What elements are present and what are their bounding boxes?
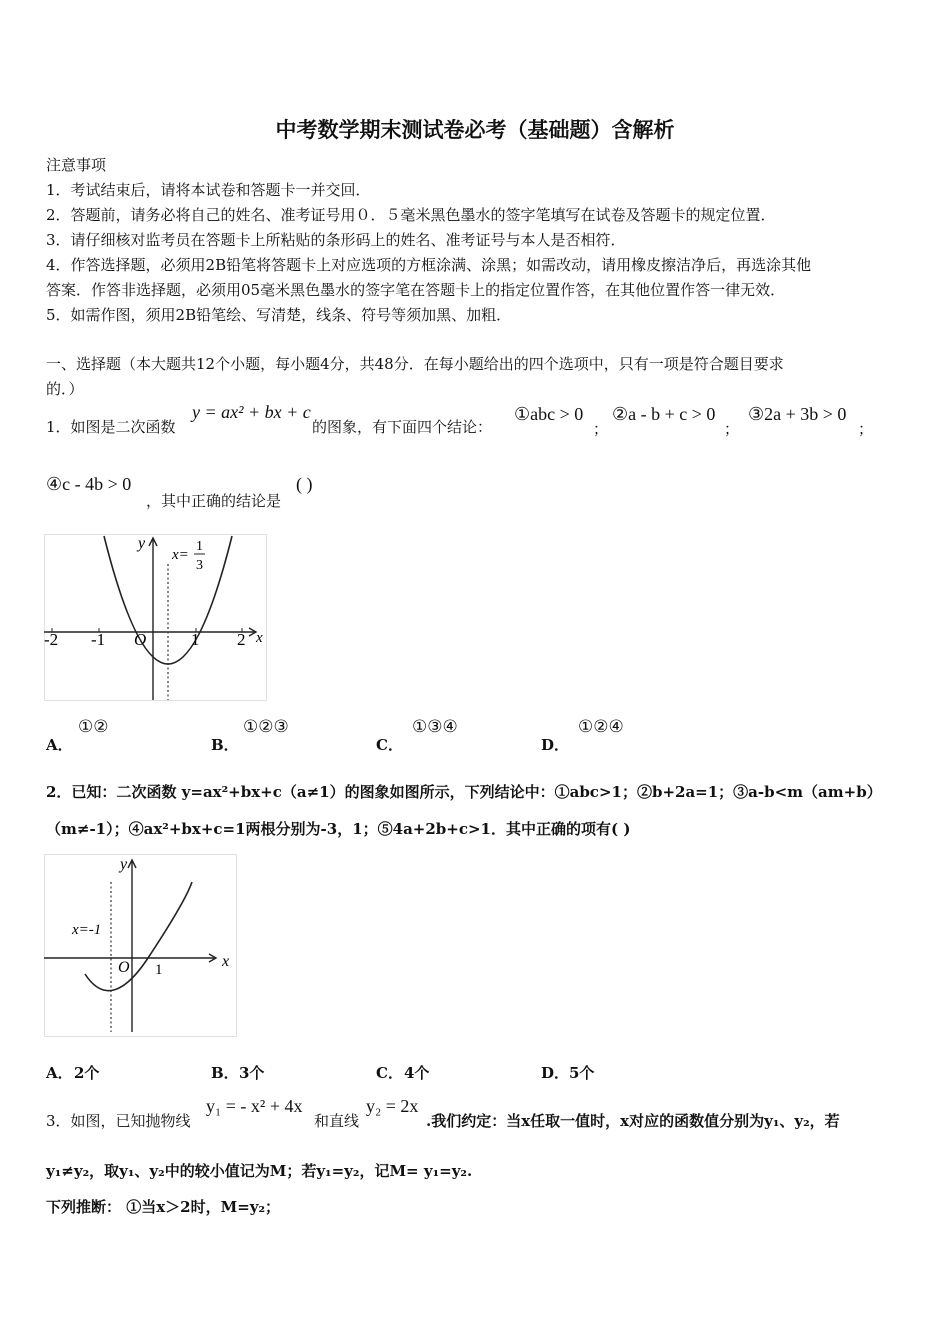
q1-conclusion-2: ②a - b + c > 0 [612,404,716,424]
q3-line-eq: y₂ = 2x [366,1096,419,1116]
q1-function: y = ax² + bx + c [192,402,311,422]
q1-conclusion-3: ③2a + 3b > 0 [748,404,847,424]
notice-heading: 注意事项 [46,156,107,174]
q1-option-b-value[interactable]: ①②③ [243,717,289,736]
section-heading: 一、选择题（本大题共12个小题，每小题4分，共48分．在每小题给出的四个选项中，只有一项是符合题目要求 [46,355,784,373]
q2-option-c-label[interactable]: C． [376,1064,403,1082]
q1-option-c-label[interactable]: C． [376,736,403,754]
frac-numerator: 1 [196,539,203,554]
notice-item: 4．作答选择题，必须用2B铅笔将答题卡上对应选项的方框涂满、涂黑；如需改动，请用橡皮擦洁净后，再选涂其他 [46,256,812,274]
x-axis-label: x [222,953,230,970]
q3-mid: 和直线 [314,1112,360,1130]
q1-mid: 的图象，有下面四个结论： [312,418,493,436]
q1-option-c-value[interactable]: ①③④ [412,717,458,736]
q1-option-b-label[interactable]: B． [211,736,239,754]
q1-sep: ； [593,420,609,438]
notice-item: 2．答题前，请务必将自己的姓名、准考证号用０．５毫米黑色墨水的签字笔填写在试卷及答题卡的规定位置． [46,206,776,224]
q1-conclusion-1: ①abc > 0 [514,404,584,424]
tick-label: 2 [237,630,246,649]
origin-label: O [118,959,130,976]
graph-frame [45,855,237,1037]
q1-graph [44,534,268,702]
origin-label: O [134,630,147,649]
frac-denominator: 3 [196,558,203,573]
q2-option-a-label[interactable]: A． [46,1064,73,1082]
q2-option-d-label[interactable]: D． [541,1064,570,1082]
notice-item: 1．考试结束后，请将本试卷和答题卡一并交回． [46,181,371,199]
q3-line2: y₁≠y₂，取y₁、y₂中的较小值记为M；若y₁=y₂，记M= y₁=y₂. [46,1162,473,1180]
q2-option-d-value[interactable]: 5个 [569,1064,595,1082]
symmetry-line-label: x=-1 [72,922,102,938]
symmetry-line-label: x= [172,547,189,563]
q1-sep: ； [724,420,740,438]
notice-item: 3．请仔细核对监考员在答题卡上所粘贴的条形码上的姓名、准考证号与本人是否相符． [46,231,626,249]
tick-label: 1 [191,630,200,649]
q1-tail: ，其中正确的结论是 [146,492,282,510]
q2-option-b-label[interactable]: B． [211,1064,239,1082]
q3-line3: 下列推断： ①当x＞2时，M=y₂； [46,1198,281,1216]
tick-label: -1 [91,630,106,649]
y-axis-label: y [120,856,128,873]
section-heading-cont: 的．） [46,380,84,398]
graph-frame [45,535,267,701]
q1-conclusion-4: ④c - 4b > 0 [46,474,132,494]
notice-item: 5．如需作图，须用2B铅笔绘、写清楚，线条、符号等须加黑、加粗． [46,306,512,324]
notice-item: 答案．作答非选择题，必须用05毫米黑色墨水的签字笔在答题卡上的指定位置作答，在其他位置作答一律无效． [46,281,786,299]
q1-sep: ； [858,420,874,438]
q1-option-d-label[interactable]: D． [541,736,570,754]
q2-stem-line1: 2．已知：二次函数 y=ax²+bx+c（a≠1）的图象如图所示，下列结论中：①abc>1；②b+2a=1；③a-b<m（am+b） [46,783,882,801]
page-title: 中考数学期末测试卷必考（基础题）含解析 [275,118,675,142]
q1-option-a-label[interactable]: A． [46,736,73,754]
q1-option-a-value[interactable]: ①② [78,717,109,736]
q1-option-d-value[interactable]: ①②④ [578,717,624,736]
y-axis-label: y [138,535,146,552]
q2-graph [44,854,238,1038]
q1-answer-paren: ( ) [296,474,313,494]
q2-option-c-value[interactable]: 4个 [404,1064,430,1082]
q3-parabola-eq: y₁ = - x² + 4x [206,1096,303,1116]
q2-option-a-value[interactable]: 2个 [74,1064,100,1082]
q1-prefix: 1．如图是二次函数 [46,418,176,436]
x-axis-label: x [256,630,263,646]
tick-label: -2 [44,630,59,649]
q3-tail: .我们约定：当x任取一值时，x对应的函数值分别为y₁、y₂，若 [426,1112,840,1130]
q2-stem-line2: （m≠-1）；④ax²+bx+c=1两根分别为-3，1；⑤4a+2b+c>1．其中正确的项有( ) [46,820,631,838]
q3-prefix: 3．如图，已知抛物线 [46,1112,191,1130]
tick-label: 1 [155,962,163,978]
q2-option-b-value[interactable]: 3个 [239,1064,265,1082]
